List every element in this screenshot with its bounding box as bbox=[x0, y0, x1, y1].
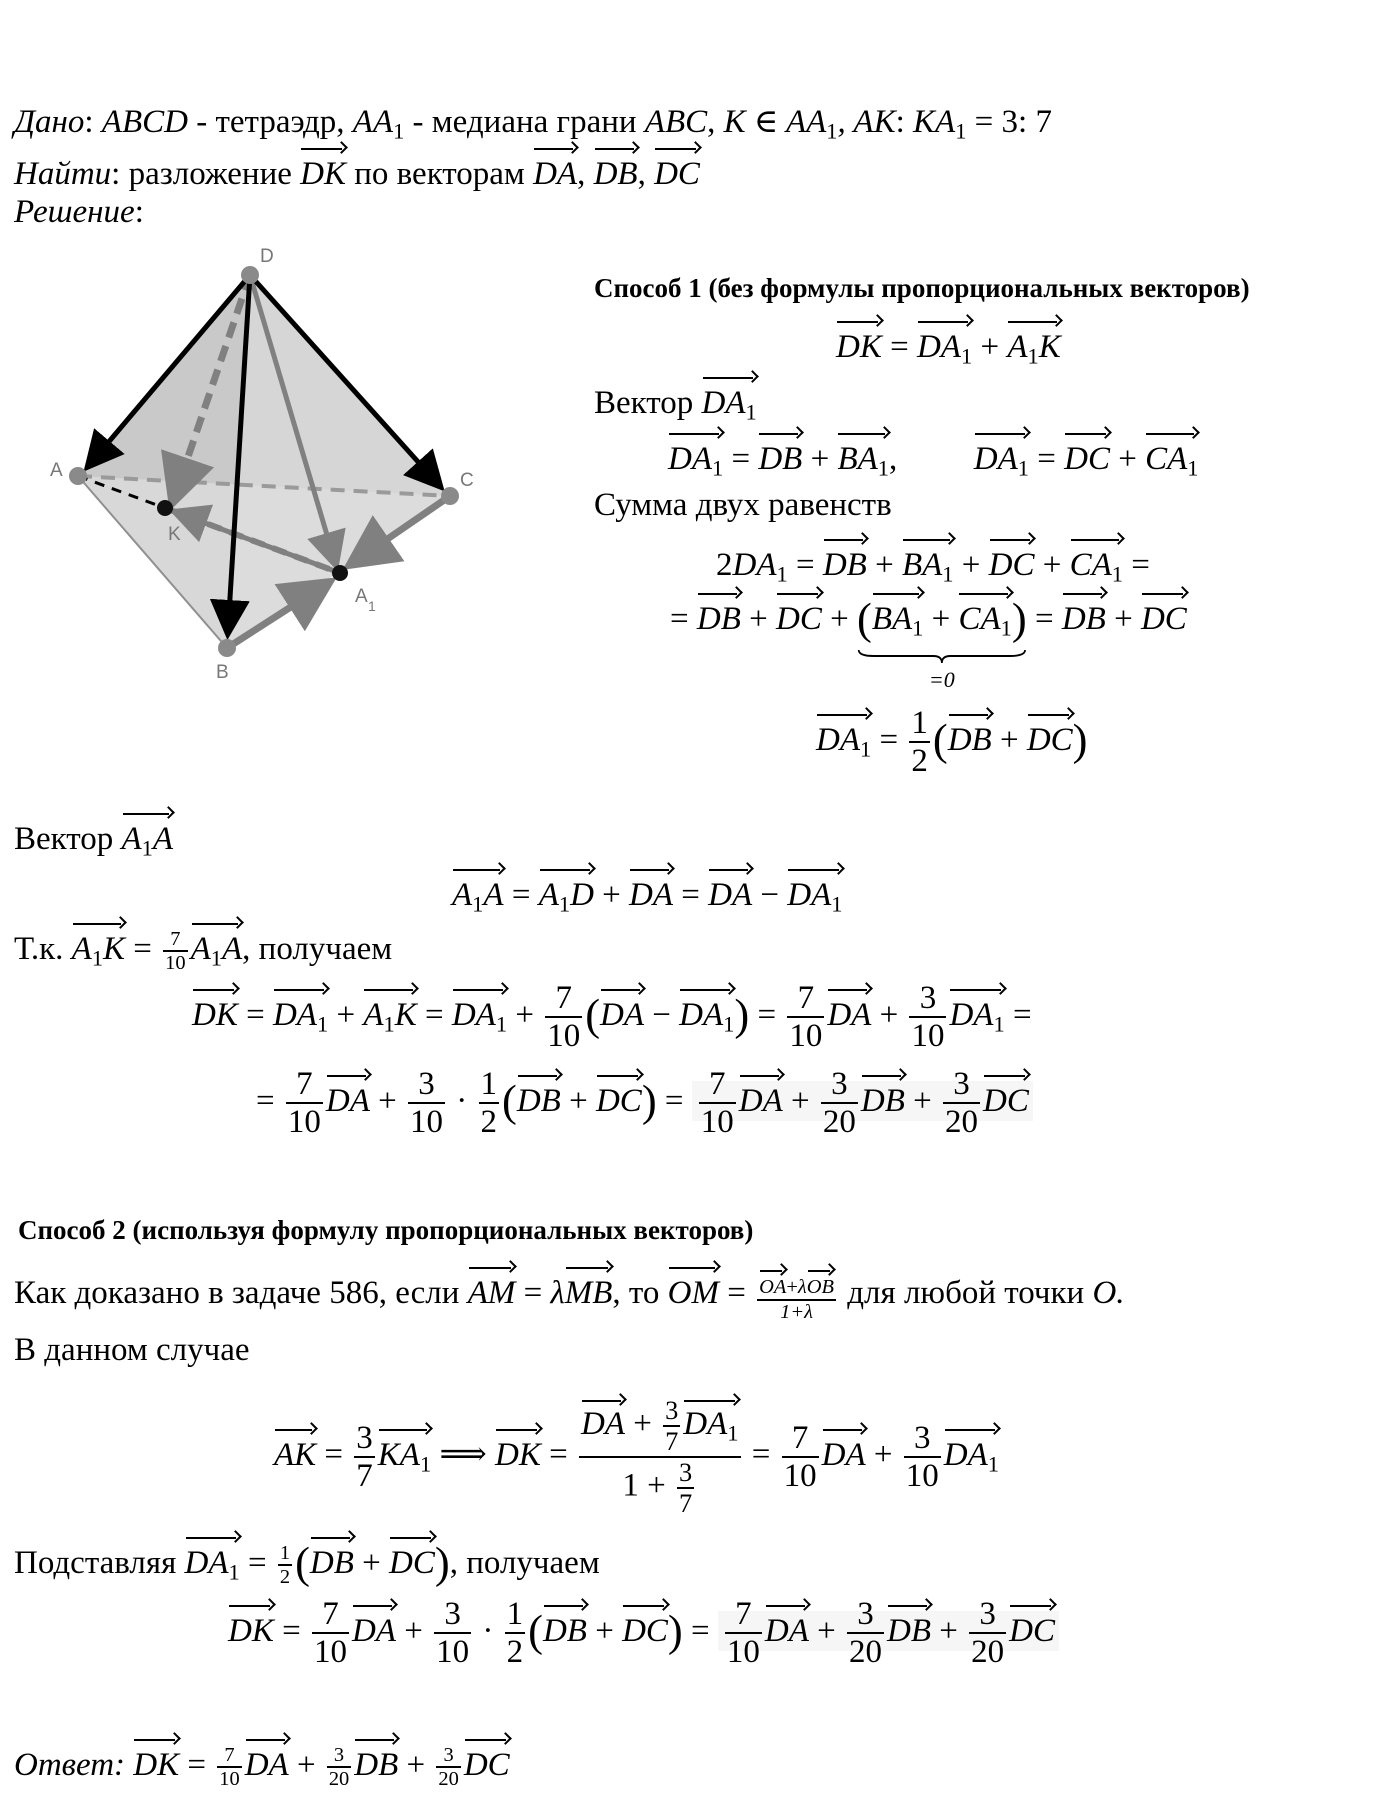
zero-label: =0 bbox=[928, 667, 955, 693]
frac-den: 2 bbox=[480, 1104, 497, 1141]
frac-num: 7 bbox=[163, 928, 187, 952]
frac-num: 7 bbox=[699, 1066, 736, 1104]
m2-eq2: DK = $\frac{7}{10}$ DA + $\frac{3}{10}$ · $\frac{1}{2}$ (DB + DC) = $\frac{7}{10}$ DA + $\frac{3}{20}$ DB + $\frac{3}{20}$ DC bbox=[228, 1596, 1059, 1671]
given-label: Дано bbox=[14, 104, 85, 140]
dk-eq1: DK = $DA_1 + A_1K = DA_1$ + $\frac{7}{10}$ $(DA - DA_1)$ = $\frac{7}{10}$ DA + $\frac{3}{10}$ $DA_1$ = bbox=[192, 980, 1032, 1055]
label-b: B bbox=[216, 662, 229, 683]
answer-label: Ответ: bbox=[14, 1747, 126, 1783]
frac-num: 3 bbox=[354, 1420, 375, 1458]
underbrace-group: $(BA_1 + CA_1)$ =0 bbox=[857, 590, 1027, 648]
frac-den: 10 bbox=[911, 1018, 945, 1055]
given-line: Дано: ABCD - тетраэдр, $AA_1$ - медиана грани ABC, K ∈ $AA_1$, AK: $KA_1 = 3$: 7 bbox=[14, 104, 1052, 144]
result-highlight-2: $\frac{7}{10}$ DA + $\frac{3}{20}$ DB + $\frac{3}{20}$ DC bbox=[718, 1611, 1059, 1651]
get-label: , получаем bbox=[242, 931, 393, 967]
frac-den: 10 bbox=[905, 1458, 939, 1495]
frac-num: 3 bbox=[847, 1596, 884, 1634]
m2-ref-text-3: для любой точки bbox=[847, 1275, 1085, 1311]
frac-num: 3 bbox=[909, 980, 946, 1018]
label-c: C bbox=[460, 470, 474, 491]
half-den: 2 bbox=[911, 743, 928, 780]
point-a bbox=[69, 467, 87, 485]
result-highlight-1: $\frac{7}{10}$ DA + $\frac{3}{20}$ DB + $\frac{3}{20}$ DC bbox=[692, 1081, 1033, 1121]
frac-num: 1 bbox=[278, 1542, 292, 1566]
frac-den: 20 bbox=[849, 1634, 882, 1671]
one-plus-lambda: 1+λ bbox=[780, 1300, 813, 1323]
frac-num: 3 bbox=[821, 1066, 858, 1104]
frac-den: 20 bbox=[328, 1768, 350, 1791]
m2-ref-text-1: Как доказано в задаче 586, если bbox=[14, 1275, 460, 1311]
m2-case-line: В данном случае bbox=[14, 1332, 250, 1368]
frac-den: 10 bbox=[700, 1104, 734, 1141]
point-d bbox=[241, 266, 259, 284]
m2-subst-get: , получаем bbox=[449, 1545, 600, 1581]
frac-den: 10 bbox=[783, 1458, 817, 1495]
dk-eq2: = $\frac{7}{10}$ DA + $\frac{3}{10}$ · $\frac{1}{2}$ (DB + DC) = $\frac{7}{10}$ DA + $\frac{3}{20}$ DB + $\frac{3}{20}$ DC bbox=[256, 1066, 1033, 1141]
frac-den: 2 bbox=[279, 1566, 291, 1589]
label-a1-sub: 1 bbox=[368, 598, 376, 614]
coef-two: 2 bbox=[716, 547, 733, 583]
frac-num: 7 bbox=[286, 1066, 323, 1104]
frac-den: 10 bbox=[219, 1768, 240, 1791]
frac-den: 10 bbox=[165, 952, 186, 975]
point-k bbox=[157, 500, 173, 516]
m1-eq4: = DB + DC + $(BA_1 + CA_1)$ =0 = DB + DC bbox=[670, 590, 1187, 648]
find-line: Найти: разложение DK по векторам DA, DB, DC bbox=[14, 145, 700, 194]
frac-num: 3 bbox=[904, 1420, 941, 1458]
frac-num: 3 bbox=[969, 1596, 1006, 1634]
tk-label: Т.к. bbox=[14, 931, 64, 967]
frac-num: 7 bbox=[782, 1420, 819, 1458]
frac-num: 3 bbox=[327, 1744, 351, 1768]
frac-num: 3 bbox=[677, 1458, 694, 1489]
solution-line: Решение: bbox=[14, 194, 144, 230]
frac-num: 1 bbox=[479, 1066, 500, 1104]
frac-den: 20 bbox=[438, 1768, 459, 1791]
frac-num: 7 bbox=[725, 1596, 762, 1634]
frac-den: 7 bbox=[678, 1488, 693, 1519]
m2-ref-text-2: , то bbox=[612, 1275, 660, 1311]
half-num: 1 bbox=[909, 705, 930, 743]
frac-num: 7 bbox=[312, 1596, 349, 1634]
frac-den: 10 bbox=[547, 1018, 581, 1055]
label-a: A bbox=[50, 460, 63, 481]
a1a-vector-line: Вектор $A_1A$ bbox=[14, 810, 173, 868]
label-d: D bbox=[260, 246, 274, 267]
m1-eq2: $DA_1$ = DB + $BA_1$, $DA_1$ = DC + $CA_1$ bbox=[668, 430, 1198, 488]
one-plus: 1 + bbox=[622, 1467, 666, 1504]
m2-ref-point: O. bbox=[1092, 1275, 1125, 1311]
frac-num: 7 bbox=[217, 1744, 241, 1768]
a1a-vector-label: Вектор bbox=[14, 821, 114, 857]
frac-den: 10 bbox=[436, 1634, 470, 1671]
frac-den: 7 bbox=[356, 1458, 373, 1495]
tk-line: Т.к. $A_1K$ = $\frac{7}{10}$ $A_1A$, получаем bbox=[14, 920, 392, 978]
tetrahedron-figure bbox=[40, 240, 490, 690]
m1-vector-label: Вектор bbox=[594, 385, 694, 421]
frac-num: 3 bbox=[436, 1744, 460, 1768]
m2-ref-line: Как доказано в задаче 586, если AM = λMB, то OM = OA+λOB 1+λ для любой точки O. bbox=[14, 1264, 1125, 1323]
frac-num: 3 bbox=[663, 1396, 680, 1427]
solution-label: Решение bbox=[14, 194, 135, 230]
find-label: Найти bbox=[14, 156, 112, 192]
frac-num: 3 bbox=[408, 1066, 445, 1104]
m1-vector-da1: Вектор $DA_1$ bbox=[594, 374, 757, 432]
m1-eq5: $DA_1$ = $\frac{1}{2}$ (DB + DC) bbox=[816, 705, 1088, 780]
method2-title: Способ 2 (используя формулу пропорциональных векторов) bbox=[18, 1215, 754, 1245]
label-a1: A bbox=[355, 586, 368, 607]
label-k: K bbox=[168, 524, 181, 545]
frac-num: 3 bbox=[434, 1596, 471, 1634]
given-text-1: - тетраэдр, bbox=[196, 104, 345, 140]
frac-den: 10 bbox=[726, 1634, 760, 1671]
frac-den: 7 bbox=[665, 1426, 679, 1457]
frac-den: 2 bbox=[506, 1634, 524, 1671]
point-b bbox=[218, 639, 236, 657]
frac-den: 10 bbox=[789, 1018, 823, 1055]
find-text-2: по векторам bbox=[354, 156, 525, 192]
method1-title: Способ 1 (без формулы пропорциональных векторов) bbox=[594, 273, 1250, 303]
frac-num: 1 bbox=[505, 1596, 526, 1634]
frac-den: 10 bbox=[410, 1104, 443, 1141]
point-a1 bbox=[332, 565, 348, 581]
given-ratio: 3: 7 bbox=[1001, 104, 1052, 140]
frac-den: 10 bbox=[287, 1104, 321, 1141]
m2-eq1: AK = $\frac{3}{7}$ $KA_1$ ⟹ DK = DA + $\frac{3}{7}$ $DA_1$ 1 + $\frac{3}{7}$ = $\frac{7}{10}$ DA + $\frac{3}{10}$ $DA_1$ bbox=[274, 1395, 999, 1519]
given-text-2: - медиана грани bbox=[412, 104, 637, 140]
frac-num: 7 bbox=[545, 980, 582, 1018]
frac-den: 20 bbox=[971, 1634, 1005, 1671]
frac-den: 20 bbox=[945, 1104, 979, 1141]
find-text-1: разложение bbox=[128, 156, 292, 192]
a1a-eq: $A_1A = A_1D$ + DA = DA − $DA_1$ bbox=[452, 866, 843, 924]
m2-subst-text: Подставляя bbox=[14, 1545, 177, 1581]
answer-line: Ответ: DK = $\frac{7}{10}$ DA + $\frac{3}{20}$ DB + $\frac{3}{20}$ DC bbox=[14, 1736, 510, 1791]
m1-eq3: $2DA_1$ = DB + $BA_1$ + DC + $CA_1$ = bbox=[716, 536, 1150, 594]
frac-den: 20 bbox=[822, 1104, 856, 1141]
m1-sum-label: Сумма двух равенств bbox=[594, 487, 892, 523]
frac-num: 7 bbox=[787, 980, 824, 1018]
m1-eq1: DK = $DA_1 + A_1K$ bbox=[836, 318, 1061, 376]
frac-num: 3 bbox=[943, 1066, 980, 1104]
point-c bbox=[441, 487, 459, 505]
frac-den: 10 bbox=[313, 1634, 347, 1671]
m2-subst-line: Подставляя $DA_1$ = $\frac{1}{2}$ (DB + DC), получаем bbox=[14, 1534, 600, 1592]
